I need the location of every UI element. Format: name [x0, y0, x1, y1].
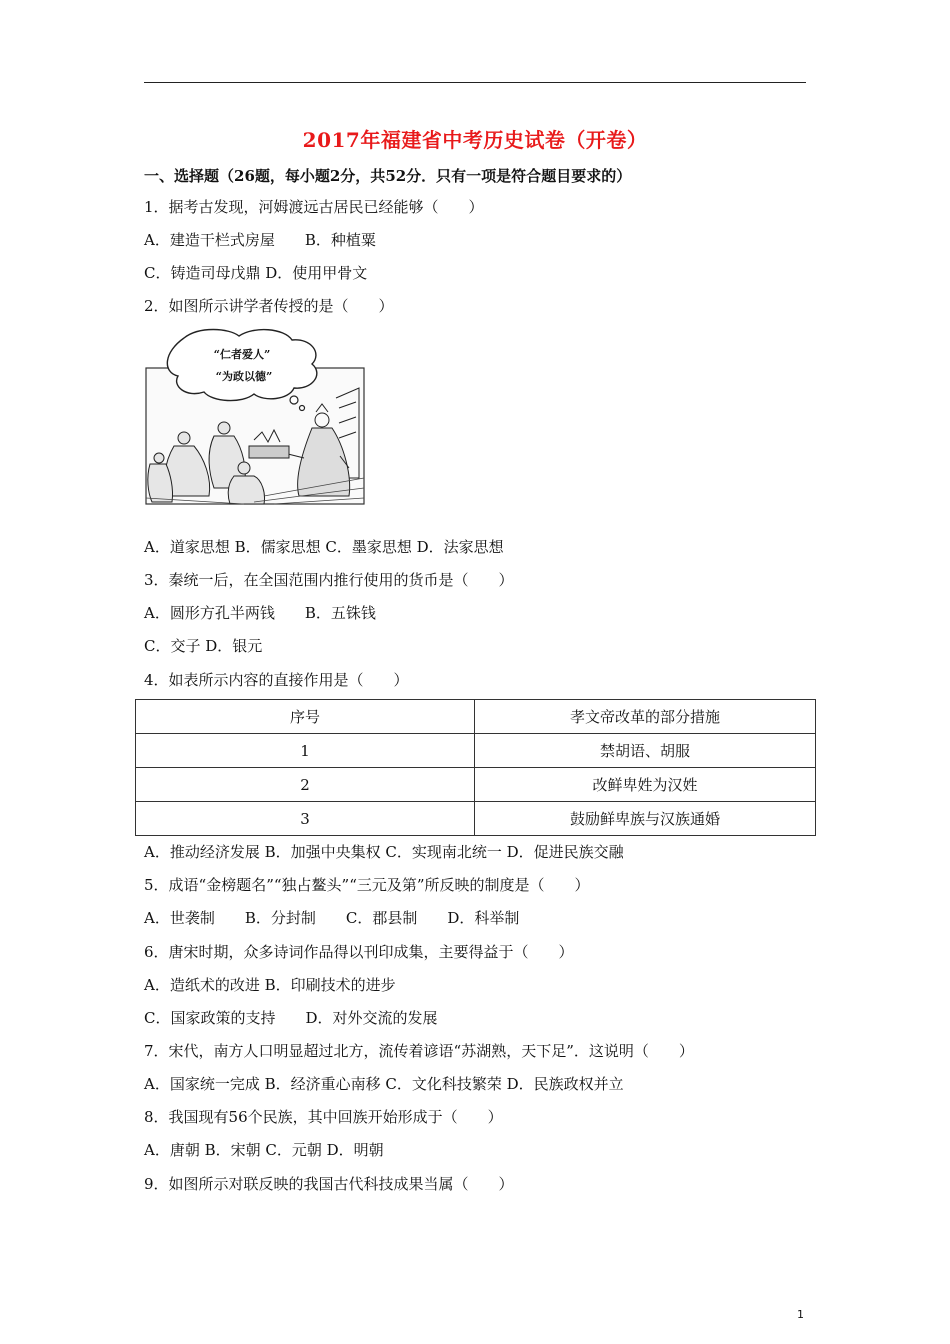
- page-title: 2017年福建省中考历史试卷（开卷）: [302, 128, 648, 152]
- question-3-options-cd: C．交子 D．银元: [144, 637, 263, 655]
- question-4-options: A．推动经济发展 B．加强中央集权 C．实现南北统一 D．促进民族交融: [144, 843, 624, 861]
- question-5-options: A．世袭制 B．分封制 C．郡县制 D．科举制: [144, 909, 520, 927]
- table-row: [136, 768, 816, 802]
- question-6: 6．唐宋时期，众多诗词作品得以刊印成集，主要得益于（ ）: [144, 943, 574, 961]
- question-1: 1．据考古发现，河姆渡远古居民已经能够（ ）: [144, 198, 484, 216]
- table-header-cell: 孝文帝改革的部分措施: [475, 700, 816, 734]
- question-7-options: A．国家统一完成 B．经济重心南移 C．文化科技繁荣 D．民族政权并立: [144, 1075, 624, 1093]
- table-cell: 1: [136, 734, 475, 768]
- table-cell: 改鲜卑姓为汉姓: [475, 768, 816, 802]
- question-7: 7．宋代，南方人口明显超过北方，流传着谚语“苏湖熟，天下足”．这说明（ ）: [144, 1042, 694, 1060]
- question-6-options-cd: C．国家政策的支持 D．对外交流的发展: [144, 1009, 438, 1027]
- question-3-options-ab: A．圆形方孔半两钱 B．五铢钱: [144, 604, 376, 622]
- table-cell: 禁胡语、胡服: [475, 734, 816, 768]
- reform-measures-table: [135, 699, 816, 836]
- question-8: 8．我国现有56个民族，其中回族开始形成于（ ）: [144, 1108, 503, 1126]
- confucius-lecture-illustration: [144, 328, 366, 506]
- table-cell: 2: [136, 768, 475, 802]
- question-4: 4．如表所示内容的直接作用是（ ）: [144, 671, 409, 689]
- question-2: 2．如图所示讲学者传授的是（ ）: [144, 297, 394, 315]
- question-1-options-ab: A．建造干栏式房屋 B．种植粟: [144, 231, 376, 249]
- table-header-row: [136, 700, 816, 734]
- table-row: [136, 734, 816, 768]
- question-5: 5．成语“金榜题名”“独占鳌头”“三元及第”所反映的制度是（ ）: [144, 876, 590, 894]
- bubble-text-2: “为政以德”: [215, 370, 273, 383]
- question-3: 3．秦统一后，在全国范围内推行使用的货币是（ ）: [144, 571, 514, 589]
- table-row: [136, 802, 816, 836]
- table-header-cell: 序号: [136, 700, 475, 734]
- question-8-options: A．唐朝 B．宋朝 C．元朝 D．明朝: [144, 1141, 384, 1159]
- page-number: 1: [797, 1308, 804, 1321]
- question-1-options-cd: C．铸造司母戊鼎 D．使用甲骨文: [144, 264, 368, 282]
- table-cell: 3: [136, 802, 475, 836]
- bubble-text-1: “仁者爱人”: [213, 348, 271, 361]
- question-2-options: A．道家思想 B．儒家思想 C．墨家思想 D．法家思想: [144, 538, 504, 556]
- table-cell: 鼓励鲜卑族与汉族通婚: [475, 802, 816, 836]
- header-rule: [144, 82, 806, 83]
- question-6-options-ab: A．造纸术的改进 B．印刷技术的进步: [144, 976, 396, 994]
- question-9: 9．如图所示对联反映的我国古代科技成果当属（ ）: [144, 1175, 514, 1193]
- section-title: 一、选择题（26题，每小题2分，共52分．只有一项是符合题目要求的）: [144, 167, 632, 185]
